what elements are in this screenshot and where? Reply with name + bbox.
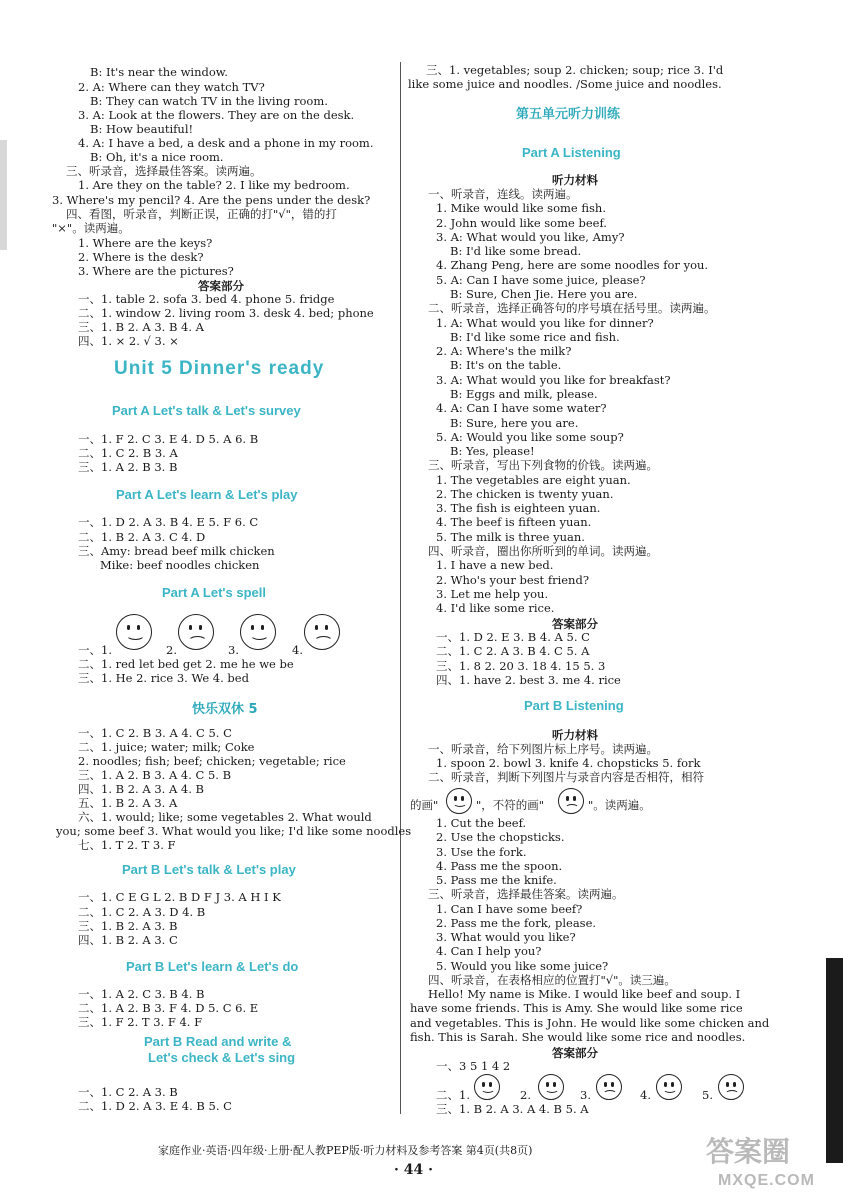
text-line: 4. Pass me the spoon.	[436, 859, 563, 873]
answer-line: 六、1. would; like; some vegetables 2. What would	[78, 810, 372, 824]
text-line: B: It's near the window.	[90, 65, 228, 79]
answer-line: 四、1. B 2. A 3. C	[78, 933, 178, 947]
answer-num: 5.	[702, 1088, 713, 1102]
answer-line: 四、1. have 2. best 3. me 4. rice	[436, 673, 621, 687]
smiley-face-icon	[538, 1074, 564, 1100]
answer-num: 2.	[520, 1088, 531, 1102]
section-instruction: 一、听录音，连线。读两遍。	[428, 187, 578, 201]
text-line: 5. Would you like some juice?	[436, 959, 609, 973]
text-line: B: Yes, please!	[450, 444, 535, 458]
smiley-face-icon	[656, 1074, 682, 1100]
smiley-face-icon	[446, 788, 472, 814]
answer-line: 五、1. B 2. A 3. A	[78, 796, 178, 810]
answer-line: 四、1. × 2. √ 3. ×	[78, 334, 179, 348]
answer-num: 4.	[640, 1088, 651, 1102]
text-line: B: Sure, Chen Jie. Here you are.	[450, 287, 638, 301]
answer-prefix: 二、1.	[436, 1088, 470, 1102]
text-line: B: Oh, it's a nice room.	[90, 150, 224, 164]
section-instruction: 三、听录音，选择最佳答案。读两遍。	[428, 887, 624, 901]
text-line: 3. A: What would you like, Amy?	[436, 230, 625, 244]
instruction-part: 的画"	[410, 798, 439, 812]
answer-line: 三、1. 8 2. 20 3. 18 4. 15 5. 3	[436, 659, 606, 673]
answer-num: 3.	[580, 1088, 591, 1102]
answer-line: 一、1. D 2. E 3. B 4. A 5. C	[436, 630, 590, 644]
text-line: 2. John would like some beef.	[436, 216, 607, 230]
section-instruction: 二、听录音，判断下列图片与录音内容是否相符，相符	[428, 770, 704, 784]
text-line: fish. This is Sarah. She would like some rice and noodles.	[410, 1030, 746, 1044]
section-instruction: 二、听录音，选择正确答句的序号填在括号里。读两遍。	[428, 301, 716, 315]
answer-line: 四、1. B 2. A 3. A 4. B	[78, 782, 204, 796]
part-heading: Part B Listening	[524, 698, 624, 713]
part-heading: Part B Let's learn & Let's do	[126, 959, 299, 974]
text-line: 2. A: Where's the milk?	[436, 344, 572, 358]
answers-heading: 答案部分	[198, 279, 244, 293]
weekend-heading: 快乐双休 5	[192, 702, 258, 717]
text-line: 5. Pass me the knife.	[436, 873, 557, 887]
text-line: 3. Where are the pictures?	[78, 264, 234, 278]
part-heading: Part A Listening	[522, 145, 621, 160]
answer-line: 一、1. table 2. sofa 3. bed 4. phone 5. fridge	[78, 292, 335, 306]
part-heading: Let's check & Let's sing	[148, 1050, 296, 1065]
text-line: 1. I have a new bed.	[436, 558, 554, 572]
text-line: 4. The beef is fifteen yuan.	[436, 515, 592, 529]
section-title: 第五单元听力训练	[516, 107, 621, 122]
text-line: 5. A: Would you like some soup?	[436, 430, 624, 444]
answer-line: 二、1. juice; water; milk; Coke	[78, 740, 255, 754]
page-footer: 家庭作业·英语·四年级·上册·配人教PEP版·听力材料及参考答案 第4页(共8页)	[158, 1144, 533, 1157]
answer-line: 2. noodles; fish; beef; chicken; vegetable; rice	[78, 754, 346, 768]
text-line: B: It's on the table.	[450, 358, 562, 372]
section-instruction: 四、看图，听录音，判断正误，正确的打"√"，错的打	[66, 207, 337, 221]
scan-edge-tab	[826, 958, 843, 1163]
answer-line: 一、1. F 2. C 3. E 4. D 5. A 6. B	[78, 432, 259, 446]
answer-line: 二、1. C 2. A 3. D 4. B	[78, 905, 206, 919]
watermark-url: MXQE.COM	[718, 1172, 815, 1189]
text-line: and vegetables. This is John. He would like some chicken and	[410, 1016, 770, 1030]
answer-prefix: 一、1.	[78, 643, 112, 657]
answer-line: 二、1. red let bed get 2. me he we be	[78, 657, 294, 671]
part-heading: Part A Let's talk & Let's survey	[112, 403, 301, 418]
text-line: 2. A: Where can they watch TV?	[78, 80, 265, 94]
text-line: 1. A: What would you like for dinner?	[436, 316, 654, 330]
text-line: 2. Use the chopsticks.	[436, 830, 565, 844]
answer-line: 三、1. A 2. B 3. A 4. C 5. B	[78, 768, 232, 782]
material-heading: 听力材料	[552, 728, 598, 742]
answer-num: 4.	[292, 643, 303, 657]
answer-line: 三、1. vegetables; soup 2. chicken; soup; rice 3. I'd	[426, 63, 724, 77]
text-line: 3. The fish is eighteen yuan.	[436, 501, 601, 515]
answer-line: 三、1. B 2. A 3. B 4. A	[78, 320, 204, 334]
text-line: 3. Use the fork.	[436, 845, 527, 859]
part-heading: Part A Let's learn & Let's play	[116, 487, 298, 502]
text-line: B: They can watch TV in the living room.	[90, 94, 328, 108]
text-line: 1. Are they on the table? 2. I like my bedroom.	[78, 178, 350, 192]
answer-line: Mike: beef noodles chicken	[100, 558, 260, 572]
text-line: 3. A: What would you like for breakfast?	[436, 373, 671, 387]
section-instruction: 三、听录音，选择最佳答案。读两遍。	[66, 164, 262, 178]
text-line: 1. The vegetables are eight yuan.	[436, 473, 631, 487]
answer-line: 一、1. A 2. C 3. B 4. B	[78, 987, 205, 1001]
text-line: 2. Who's your best friend?	[436, 573, 589, 587]
answer-line: 一、1. C 2. B 3. A 4. C 5. C	[78, 726, 232, 740]
answer-line: 三、Amy: bread beef milk chicken	[78, 544, 275, 558]
answer-line: 三、1. B 2. A 3. A 4. B 5. A	[436, 1102, 589, 1116]
text-line: B: Sure, here you are.	[450, 416, 579, 430]
text-line: 3. Let me help you.	[436, 587, 549, 601]
text-line: 4. A: Can I have some water?	[436, 401, 607, 415]
sad-face-icon	[718, 1074, 744, 1100]
answer-line: 三、1. B 2. A 3. B	[78, 919, 178, 933]
sad-face-icon	[558, 788, 584, 814]
instruction-part: "。读两遍。	[588, 798, 651, 812]
text-line: 3. What would you like?	[436, 930, 576, 944]
text-line: 5. A: Can I have some juice, please?	[436, 273, 646, 287]
material-heading: 听力材料	[552, 173, 598, 187]
answers-heading: 答案部分	[552, 1046, 598, 1060]
answer-line: 二、1. C 2. B 3. A	[78, 446, 178, 460]
section-instruction: "×"。读两遍。	[52, 221, 130, 235]
text-line: 1. spoon 2. bowl 3. knife 4. chopsticks 5. fork	[436, 756, 701, 770]
text-line: have some friends. This is Amy. She would like some rice	[410, 1001, 743, 1015]
answer-line: 二、1. C 2. A 3. B 4. C 5. A	[436, 644, 590, 658]
text-line: B: I'd like some bread.	[450, 244, 582, 258]
unit-title: Unit 5 Dinner's ready	[114, 358, 325, 379]
answer-line: 二、1. window 2. living room 3. desk 4. bed; phone	[78, 306, 374, 320]
section-instruction: 三、听录音，写出下列食物的价钱。读两遍。	[428, 458, 658, 472]
answer-line: 二、1. D 2. A 3. E 4. B 5. C	[78, 1099, 232, 1113]
text-line: 1. Mike would like some fish.	[436, 201, 606, 215]
text-line: 2. The chicken is twenty yuan.	[436, 487, 614, 501]
smiley-face-icon	[116, 614, 152, 650]
sad-face-icon	[178, 614, 214, 650]
answer-num: 2.	[166, 643, 177, 657]
text-line: 4. I'd like some rice.	[436, 601, 555, 615]
text-line: 2. Where is the desk?	[78, 250, 204, 264]
section-instruction: 四、听录音，在表格相应的位置打"√"。读三遍。	[428, 973, 676, 987]
text-line: B: I'd like some rice and fish.	[450, 330, 620, 344]
answer-line: 三、1. F 2. T 3. F 4. F	[78, 1015, 203, 1029]
answer-line: 三、1. A 2. B 3. B	[78, 460, 178, 474]
answer-line: like some juice and noodles. /Some juice and noodles.	[408, 77, 722, 91]
answer-line: you; some beef 3. What would you like; I'd like some noodles	[56, 824, 412, 838]
text-line: B: Eggs and milk, please.	[450, 387, 598, 401]
text-line: 1. Can I have some beef?	[436, 902, 583, 916]
answer-line: 一、1. C 2. A 3. B	[78, 1085, 178, 1099]
answer-line: 一、3 5 1 4 2	[436, 1059, 511, 1073]
watermark-logo: 答案圈	[706, 1136, 791, 1167]
part-heading: Part A Let's spell	[162, 585, 266, 600]
answers-heading: 答案部分	[552, 617, 598, 631]
text-line: 4. Can I help you?	[436, 944, 542, 958]
text-line: 5. The milk is three yuan.	[436, 530, 585, 544]
answer-line: 三、1. He 2. rice 3. We 4. bed	[78, 671, 249, 685]
answer-line: 一、1. C E G L 2. B D F J 3. A H I K	[78, 890, 281, 904]
scan-edge-mark	[0, 140, 7, 250]
page-number: · 44 ·	[394, 1162, 433, 1178]
smiley-face-icon	[474, 1074, 500, 1100]
text-line: 1. Cut the beef.	[436, 816, 527, 830]
answer-line: 二、1. A 2. B 3. F 4. D 5. C 6. E	[78, 1001, 259, 1015]
text-line: Hello! My name is Mike. I would like beef and soup. I	[428, 987, 741, 1001]
text-line: 4. A: I have a bed, a desk and a phone in my room.	[78, 136, 374, 150]
text-line: 2. Pass me the fork, please.	[436, 916, 597, 930]
answer-line: 二、1. B 2. A 3. C 4. D	[78, 530, 206, 544]
column-divider	[400, 62, 401, 1114]
text-line: 3. Where's my pencil? 4. Are the pens under the desk?	[52, 193, 371, 207]
text-line: B: How beautiful!	[90, 122, 194, 136]
section-instruction: 一、听录音，给下列图片标上序号。读两遍。	[428, 742, 658, 756]
instruction-part: "，不符的画"	[476, 798, 545, 812]
answer-num: 3.	[228, 643, 239, 657]
answer-line: 七、1. T 2. T 3. F	[78, 838, 176, 852]
text-line: 1. Where are the keys?	[78, 236, 213, 250]
section-instruction: 四、听录音，圈出你所听到的单词。读两遍。	[428, 544, 658, 558]
sad-face-icon	[596, 1074, 622, 1100]
answer-line: 一、1. D 2. A 3. B 4. E 5. F 6. C	[78, 515, 259, 529]
text-line: 3. A: Look at the flowers. They are on the desk.	[78, 108, 355, 122]
text-line: 4. Zhang Peng, here are some noodles for you.	[436, 258, 709, 272]
part-heading: Part B Read and write &	[144, 1034, 292, 1049]
smiley-face-icon	[240, 614, 276, 650]
part-heading: Part B Let's talk & Let's play	[122, 862, 296, 877]
sad-face-icon	[304, 614, 340, 650]
